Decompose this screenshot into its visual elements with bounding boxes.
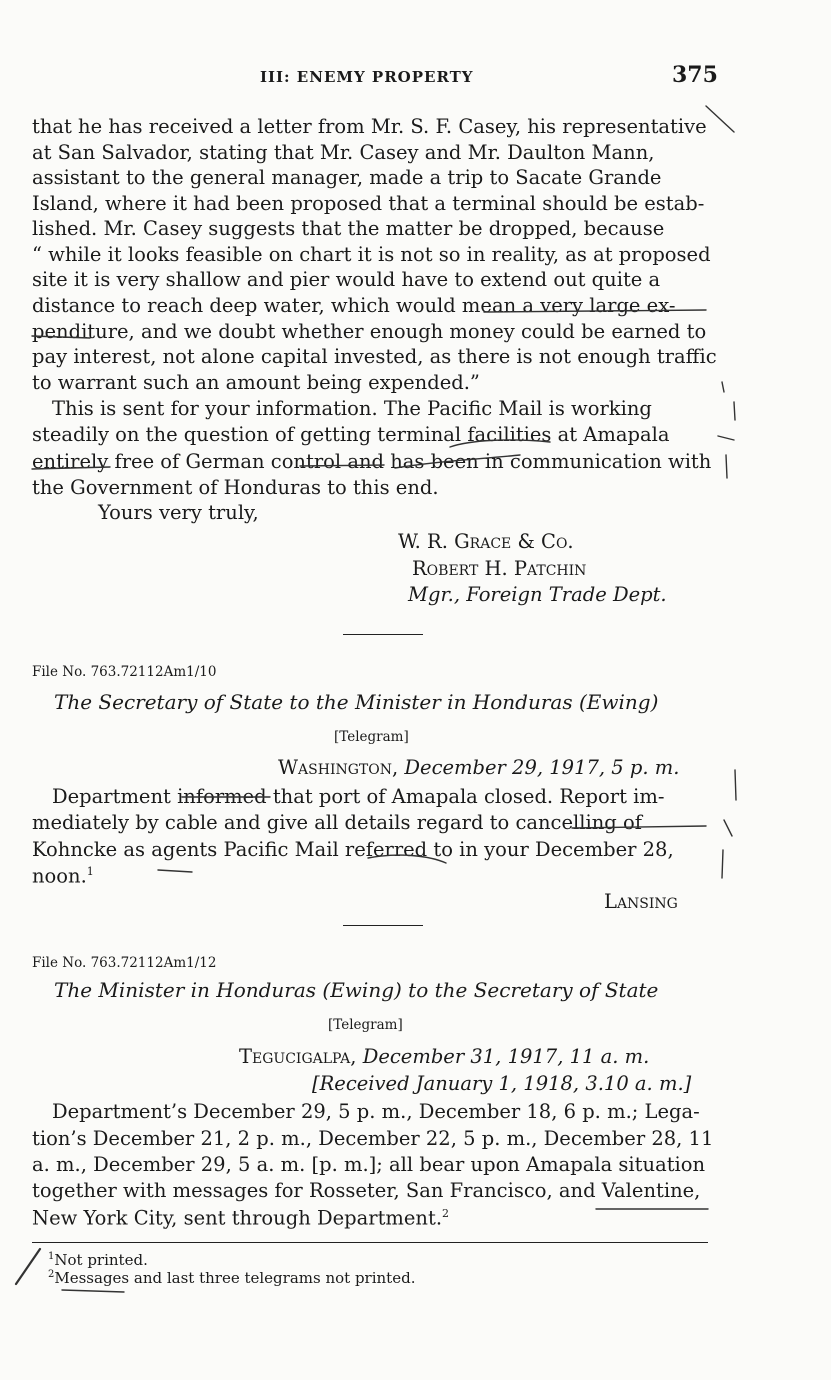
dateline-date: December 31, 1917, 11 a. m. (362, 1045, 650, 1068)
text-line: site it is very shallow and pier would have to extend out quite a (32, 268, 661, 291)
margin-bracket (734, 402, 735, 420)
text-line: steadily on the question of getting terminal facilities at Amapala (32, 423, 670, 446)
dateline (278, 756, 679, 779)
page-number: 375 (672, 62, 718, 88)
margin-bracket (722, 382, 724, 392)
section-divider (343, 634, 423, 635)
signature-title: Mgr., Foreign Trade Dept. (408, 583, 667, 606)
running-head: III: ENEMY PROPERTY (260, 68, 474, 86)
text-line: lished. Mr. Casey suggests that the matter be dropped, because (32, 217, 665, 240)
pencil-mark-diagonal (16, 1249, 40, 1284)
text-line: together with messages for Rosseter, San Francisco, and Valentine, (32, 1179, 701, 1202)
dateline-date: December 29, 1917, 5 p. m. (404, 756, 680, 779)
letter-closing: Yours very truly, (98, 501, 259, 524)
text-line: Department informed that port of Amapala closed. Report im- (52, 785, 665, 808)
footnote-ref: 1 (86, 865, 94, 878)
text-line: Kohncke as agents Pacific Mail referred to in your December 28, (32, 838, 674, 861)
text-line: penditure, and we doubt whether enough money could be earned to (32, 320, 707, 343)
footnote-text: Not printed. (54, 1251, 148, 1269)
text-line: tion’s December 21, 2 p. m., December 22, 5 p. m., December 28, 11 (32, 1127, 714, 1150)
text-line: “ while it looks feasible on chart it is not so in reality, as at proposed (32, 243, 711, 266)
signer: Lansing (604, 890, 678, 913)
text-line (32, 866, 94, 886)
footnote-ref: 2 (442, 1207, 450, 1220)
document-type: [Telegram] (328, 1017, 403, 1033)
text-line: a. m., December 29, 5 a. m. [p. m.]; all bear upon Amapala situation (32, 1153, 706, 1176)
document-title: The Minister in Honduras (Ewing) to the Secretary of State (54, 978, 659, 1002)
footnote-text: Messages and last three telegrams not printed. (54, 1269, 416, 1287)
dateline (239, 1045, 649, 1068)
text-line: assistant to the general manager, made a trip to Sacate Grande (32, 166, 662, 189)
text-line: distance to reach deep water, which would mean a very large ex- (32, 294, 676, 317)
received-line: [Received January 1, 1918, 3.10 a. m.] (312, 1072, 692, 1095)
margin-bracket (722, 850, 723, 878)
signature-name: Robert H. Patchin (412, 557, 587, 580)
footnote-number: 2 (48, 1269, 55, 1280)
text-line: Island, where it had been proposed that a terminal should be estab- (32, 192, 705, 215)
margin-bracket (724, 820, 732, 836)
dateline-place: Tegucigalpa, (239, 1045, 357, 1068)
pencil-underline (62, 1290, 124, 1292)
text-line (32, 1208, 449, 1228)
pencil-underline (158, 870, 192, 872)
footnote-number: 1 (48, 1251, 55, 1262)
text-line: This is sent for your information. The Pacific Mail is working (52, 397, 652, 420)
signature-company: W. R. Grace & Co. (398, 530, 574, 553)
text-line: pay interest, not alone capital invested, as there is not enough traffic (32, 345, 717, 368)
text-line: that he has received a letter from Mr. S. F. Casey, his representative (32, 115, 707, 138)
text-span: noon. (32, 864, 87, 888)
text-line: at San Salvador, stating that Mr. Casey and Mr. Daulton Mann, (32, 141, 655, 164)
footnote (48, 1269, 415, 1287)
document-title: The Secretary of State to the Minister in Honduras (Ewing) (54, 690, 659, 714)
text-line: the Government of Honduras to this end. (32, 476, 439, 499)
file-number: File No. 763.72112Am1/10 (32, 664, 217, 680)
margin-bracket (726, 455, 727, 478)
text-line: entirely free of German control and has been in communication with (32, 450, 712, 473)
margin-bracket (735, 770, 736, 800)
margin-bracket (718, 436, 734, 440)
text-line: to warrant such an amount being expended.” (32, 371, 480, 394)
text-line: Department’s December 29, 5 p. m., December 18, 6 p. m.; Lega- (52, 1100, 700, 1123)
footnote-rule (32, 1242, 708, 1243)
section-divider (343, 925, 423, 926)
text-span: New York City, sent through Department. (32, 1206, 443, 1230)
footnote (48, 1251, 148, 1269)
text-line: mediately by cable and give all details regard to cancelling of (32, 811, 642, 834)
pencil-mark-diagonal (706, 106, 734, 132)
file-number: File No. 763.72112Am1/12 (32, 955, 217, 971)
dateline-place: Washington, (278, 756, 399, 779)
document-type: [Telegram] (334, 729, 409, 745)
